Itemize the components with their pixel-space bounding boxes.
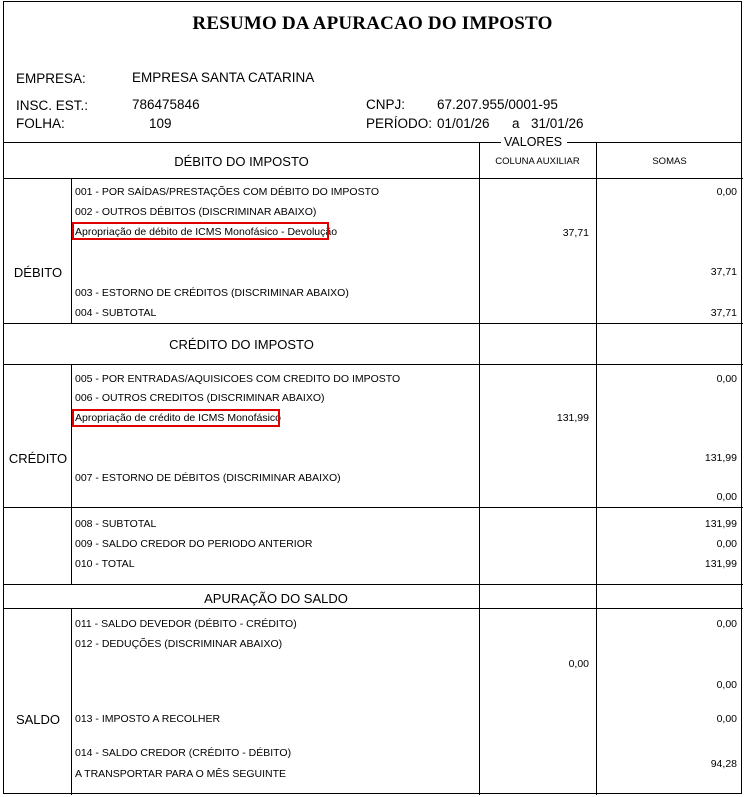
line-006: 006 - OUTROS CREDITOS (DISCRIMINAR ABAIXO) xyxy=(75,392,325,404)
credito-section-title: CRÉDITO DO IMPOSTO xyxy=(169,337,314,352)
value-002-sum: 37,71 xyxy=(710,266,737,278)
somas-heading: SOMAS xyxy=(652,156,687,167)
divider xyxy=(567,142,742,143)
line-003: 003 - ESTORNO DE CRÉDITOS (DISCRIMINAR ABAIXO) xyxy=(75,287,349,299)
document-title: RESUMO DA APURACAO DO IMPOSTO xyxy=(192,13,553,34)
divider xyxy=(4,323,743,324)
line-007: 007 - ESTORNO DE DÉBITOS (DISCRIMINAR ABAIXO) xyxy=(75,472,341,484)
divider xyxy=(4,584,743,585)
value-006-sum: 131,99 xyxy=(704,452,737,464)
periodo-start: 01/01/26 xyxy=(437,116,490,131)
column-divider-somas xyxy=(596,142,597,795)
debito-detail: Apropriação de débito de ICMS Monofásico - Devolução xyxy=(75,226,338,238)
side-divider xyxy=(71,608,72,795)
insc-value: 786475846 xyxy=(132,97,200,112)
line-013: 013 - IMPOSTO A RECOLHER xyxy=(75,713,221,725)
value-008: 131,99 xyxy=(704,518,737,530)
column-divider-aux xyxy=(479,142,480,795)
line-002: 002 - OUTROS DÉBITOS (DISCRIMINAR ABAIXO) xyxy=(75,206,317,218)
folha-value: 109 xyxy=(149,116,172,131)
periodo-separator: a xyxy=(512,116,520,131)
value-013: 0,00 xyxy=(716,713,737,725)
value-005: 0,00 xyxy=(716,373,737,385)
line-009: 009 - SALDO CREDOR DO PERIODO ANTERIOR xyxy=(75,538,313,550)
value-010: 131,99 xyxy=(704,558,737,570)
valores-heading: VALORES xyxy=(504,135,563,149)
value-001: 0,00 xyxy=(716,186,737,198)
highlight-box-debito xyxy=(72,222,329,240)
highlight-box-credito xyxy=(72,409,280,427)
saldo-side-label: SALDO xyxy=(15,712,61,727)
folha-label: FOLHA: xyxy=(16,116,65,131)
divider xyxy=(479,142,501,143)
value-011: 0,00 xyxy=(716,618,737,630)
periodo-label: PERÍODO: xyxy=(366,116,433,131)
line-014-continuation: A TRANSPORTAR PARA O MÊS SEGUINTE xyxy=(75,768,287,780)
divider xyxy=(4,364,743,365)
line-001: 001 - POR SAÍDAS/PRESTAÇÕES COM DÉBITO DO IMPOSTO xyxy=(75,186,379,198)
line-012: 012 - DEDUÇÕES (DISCRIMINAR ABAIXO) xyxy=(75,638,283,650)
side-divider xyxy=(71,364,72,584)
line-005: 005 - POR ENTRADAS/AQUISICOES COM CREDITO DO IMPOSTO xyxy=(75,373,401,385)
cnpj-label: CNPJ: xyxy=(366,97,406,112)
divider xyxy=(4,507,743,508)
line-008: 008 - SUBTOTAL xyxy=(75,518,157,530)
debito-detail-aux-value: 37,71 xyxy=(562,227,589,239)
side-divider xyxy=(71,178,72,323)
saldo-section-title: APURAÇÃO DO SALDO xyxy=(204,591,348,606)
credito-detail-aux-value: 131,99 xyxy=(556,412,589,424)
tax-summary-page xyxy=(3,1,742,794)
value-007: 0,00 xyxy=(716,491,737,503)
credito-detail: Apropriação de crédito de ICMS Monofásico xyxy=(75,412,282,424)
divider xyxy=(4,178,743,179)
debito-section-title: DÉBITO DO IMPOSTO xyxy=(174,154,309,169)
value-014: 94,28 xyxy=(710,758,737,770)
insc-label: INSC. EST.: xyxy=(16,98,89,113)
debito-side-label: DÉBITO xyxy=(13,265,63,280)
divider xyxy=(4,608,743,609)
empresa-value: EMPRESA SANTA CATARINA xyxy=(132,70,315,85)
line-011: 011 - SALDO DEVEDOR (DÉBITO - CRÉDITO) xyxy=(75,618,297,630)
cnpj-value: 67.207.955/0001-95 xyxy=(437,97,558,112)
divider xyxy=(4,142,479,143)
coluna-auxiliar-heading: COLUNA AUXILIAR xyxy=(495,156,580,167)
empresa-label: EMPRESA: xyxy=(16,71,86,86)
line-004: 004 - SUBTOTAL xyxy=(75,307,157,319)
value-004: 37,71 xyxy=(710,307,737,319)
line-014: 014 - SALDO CREDOR (CRÉDITO - DÉBITO) xyxy=(75,747,292,759)
value-012-aux: 0,00 xyxy=(568,658,589,670)
value-009: 0,00 xyxy=(716,538,737,550)
line-010: 010 - TOTAL xyxy=(75,558,135,570)
value-012-sum: 0,00 xyxy=(716,679,737,691)
credito-side-label: CRÉDITO xyxy=(8,451,68,466)
periodo-end: 31/01/26 xyxy=(531,116,584,131)
